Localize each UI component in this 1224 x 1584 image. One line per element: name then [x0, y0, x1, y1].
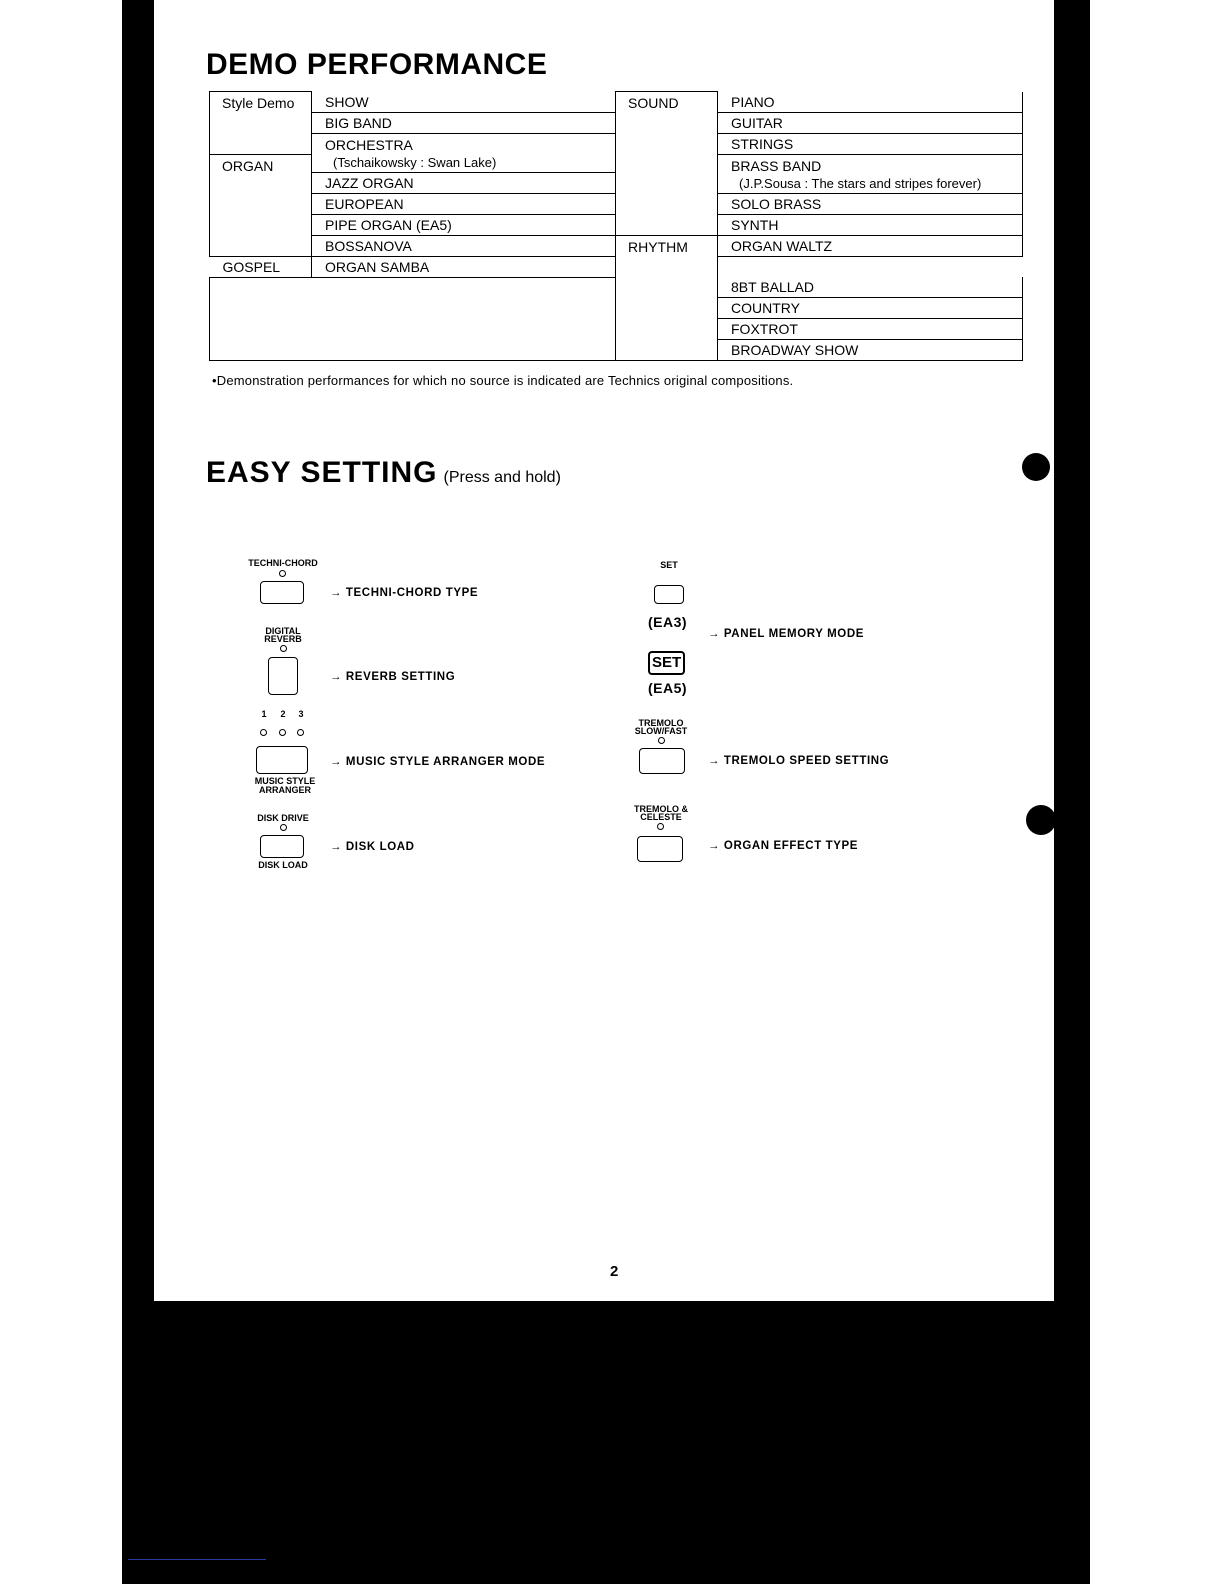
music-style-number-1: 1 [261, 709, 267, 719]
music-style-number-3: 3 [298, 709, 304, 719]
disk-load-under-label: DISK LOAD [258, 860, 308, 870]
disk-drive-led [280, 824, 287, 831]
music-style-arranger-button[interactable] [256, 746, 308, 774]
digital-reverb-label-2: REVERB [264, 634, 302, 644]
brass-band-label: BRASS BAND [731, 157, 822, 174]
list-item: PIPE ORGAN (EA5) [312, 214, 616, 235]
list-item: FOXTROT [718, 319, 1023, 340]
list-item: 8BT BALLAD [718, 277, 1023, 298]
orchestra-label: ORCHESTRA [325, 136, 413, 153]
orchestra-source: (Tschaikowsky : Swan Lake) [333, 154, 497, 170]
list-item: SYNTH [718, 214, 1023, 235]
list-item: BROADWAY SHOW [718, 340, 1023, 361]
tremolo-speed-led [658, 737, 665, 744]
easy-setting-title [206, 456, 561, 490]
list-item: STRINGS [718, 133, 1023, 154]
tremolo-celeste-button[interactable] [637, 836, 683, 862]
list-item: GUITAR [718, 112, 1023, 133]
list-item: JAZZ ORGAN [312, 172, 616, 193]
digital-reverb-led [280, 645, 287, 652]
music-style-label-2: ARRANGER [258, 785, 311, 795]
list-item: GOSPEL [210, 256, 312, 277]
demo-note: •Demonstration performances for which no source is indicated are Technics original compositions. [212, 373, 794, 388]
rhythm-label: RHYTHM [616, 235, 718, 361]
music-style-label-1: MUSIC STYLE [254, 776, 316, 786]
set-label: SET [660, 560, 678, 570]
list-item: ORGAN WALTZ [718, 235, 1023, 256]
digital-reverb-function: → REVERB SETTING [330, 671, 456, 683]
set-button-ea5[interactable]: SET [648, 651, 685, 675]
punch-hole-bottom [1026, 805, 1054, 835]
techni-chord-button[interactable] [260, 581, 304, 604]
set-button-ea3[interactable] [654, 585, 684, 604]
music-style-led-1 [260, 729, 267, 736]
list-item: SHOW [312, 92, 616, 113]
music-style-led-2 [279, 729, 286, 736]
demo-performance-title: DEMO PERFORMANCE [206, 48, 548, 81]
easy-setting-subtitle: (Press and hold) [443, 469, 561, 486]
digital-reverb-label-1: DIGITAL [265, 626, 301, 636]
tremolo-celeste-function: → ORGAN EFFECT TYPE [708, 840, 859, 852]
style-demo-label: Style Demo [210, 92, 312, 155]
tremolo-speed-button[interactable] [639, 748, 685, 774]
organ-label: ORGAN [210, 154, 312, 256]
list-item: PIANO [718, 92, 1023, 113]
tremolo-celeste-label-1: TREMOLO & [634, 804, 688, 814]
list-item: EUROPEAN [312, 193, 616, 214]
techni-chord-led [279, 570, 286, 577]
tremolo-celeste-label-2: CELESTE [640, 812, 682, 822]
techni-chord-function: → TECHNI-CHORD TYPE [330, 587, 479, 599]
disk-drive-label: DISK DRIVE [257, 813, 309, 823]
list-item [718, 154, 1023, 193]
list-item: BOSSANOVA [312, 235, 616, 256]
punch-hole-top [1022, 453, 1050, 481]
digital-reverb-button[interactable] [268, 657, 298, 695]
easy-setting-heading: EASY SETTING [206, 456, 438, 489]
scan-border-bottom [122, 1301, 1090, 1584]
music-style-number-2: 2 [280, 709, 286, 719]
document-page [154, 0, 1054, 1301]
list-item: COUNTRY [718, 298, 1023, 319]
page-number: 2 [610, 1263, 619, 1280]
tremolo-speed-function: → TREMOLO SPEED SETTING [708, 755, 890, 767]
list-item [312, 133, 616, 172]
model-ea5: (EA5) [648, 680, 688, 696]
set-function: → PANEL MEMORY MODE [708, 628, 865, 640]
disk-load-button[interactable] [260, 835, 304, 858]
techni-chord-label: TECHNI-CHORD [248, 558, 318, 568]
list-item: SOLO BRASS [718, 193, 1023, 214]
tremolo-speed-label-1: TREMOLO [638, 718, 684, 728]
music-style-led-3 [297, 729, 304, 736]
list-item: BIG BAND [312, 112, 616, 133]
disk-drive-function: → DISK LOAD [330, 841, 415, 853]
list-item: ORGAN SAMBA [312, 256, 616, 277]
link-underline [128, 1559, 266, 1560]
empty-cell [210, 277, 616, 361]
brass-band-source: (J.P.Sousa : The stars and stripes forever) [739, 175, 982, 191]
tremolo-speed-label-2: SLOW/FAST [634, 726, 688, 736]
model-ea3: (EA3) [648, 614, 688, 630]
sound-label: SOUND [616, 92, 718, 236]
music-style-function: → MUSIC STYLE ARRANGER MODE [330, 756, 546, 768]
demo-table [209, 91, 1023, 361]
tremolo-celeste-led [657, 823, 664, 830]
